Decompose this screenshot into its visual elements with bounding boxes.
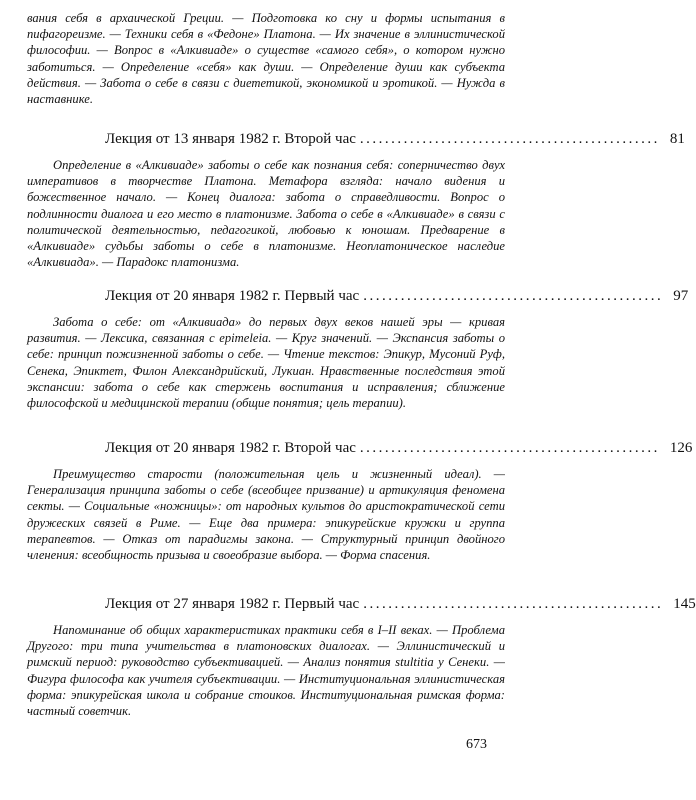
page-reference: 81 (669, 131, 685, 147)
page-reference: 145 (673, 596, 696, 612)
lecture-title: Лекция от 27 января 1982 г. Первый час (105, 596, 360, 612)
toc-heading (27, 130, 685, 148)
leader-dots: ................................................ (359, 131, 660, 147)
lecture-title: Лекция от 20 января 1982 г. Первый час (105, 288, 360, 304)
leader-dots: ................................................ (359, 440, 660, 456)
lecture-summary: Определение в «Алкивиаде» заботы о себе как познания себя: соперничество двух императивов в творчестве Платона. Метафора взгляда: начало видения и божественное начало. — Конец диалога: забота о справедливости. Вопрос о подлинности диалога и его место в платонизме. Забота о себе в «Алкивиаде» в связи с политической деятельностью, педагогикой, любовью к юношам. Предварение в «Алкивиаде» судьбы заботы о себе в платонизме. Неоплатоническое наследие «Алкивиада». — Парадокс платонизма. (27, 158, 505, 270)
leader-dots: ................................................ (363, 288, 664, 304)
toc-heading (27, 595, 696, 613)
lecture-summary: Напоминание об общих характеристиках практики себя в I–II веках. — Проблема Другого: три типа учительства в платоновских диалогах. — Эллинистический и римский период: руководство субъективацией. — Анализ понятия stultitia у Сенеки. — Фигура философа как учителя субъективации. — Институциональная эллинистическая форма: эпикурейская школа и собрание стоиков. Институциональная римская форма: частный советчик. (27, 623, 505, 719)
page-reference: 126 (669, 440, 693, 456)
intro-paragraph: вания себя в архаической Греции. — Подготовка ко сну и формы испытания в пифагореизме. — Техники себя в «Федоне» Платона. — Их значение в эллинистической философии. — Вопрос в «Алкивиаде» о существе «самого себя», о котором нужно заботиться. — Определение «себя» как души. — Определение души как субъекта действия. — Забота о себе в связи с диететикой, экономикой и эротикой. — Нужда в наставнике. (27, 11, 505, 107)
lecture-title: Лекция от 20 января 1982 г. Второй час (105, 440, 356, 456)
page-number: 673 (466, 737, 487, 752)
toc-heading (27, 439, 693, 457)
toc-entry-lecture-20-jan-second (27, 439, 693, 563)
toc-heading (27, 287, 689, 305)
page-reference: 97 (673, 288, 689, 304)
toc-entry-lecture-27-jan-first (27, 595, 696, 719)
leader-dots: ................................................ (363, 596, 664, 612)
lecture-summary: Преимущество старости (положительная цель и жизненный идеал). — Генерализация принципа заботы о себе (всеобщее призвание) и артикуляция феномена секты. — Социальные «ножницы»: от народных культов до аристократической сети дружеских связей в Риме. — Еще два примера: эпикурейские кружки и группа терапевтов. — Отказ от парадигмы закона. — Структурный принцип двойного членения: всеобщность призыва и своеобразие выбора. — Форма спасения. (27, 467, 505, 563)
lecture-title: Лекция от 13 января 1982 г. Второй час (105, 131, 356, 147)
lecture-summary: Забота о себе: от «Алкивиада» до первых двух веков нашей эры — кривая развития. — Лексика, связанная с epimeleia. — Круг значений. — Экспансия заботы о себе: принцип пожизненной заботы о себе. — Чтение текстов: Эпикур, Мусоний Руф, Сенека, Эпиктет, Филон Александрийский, Лукиан. Нравственные последствия этой экспансии: забота о себе как стержень воспитания и исправления; сближение философской и медицинской терапии (общие понятия; цель терапии). (27, 315, 505, 411)
toc-entry-lecture-20-jan-first (27, 287, 689, 411)
toc-entry-lecture-13-jan-second (27, 130, 685, 270)
